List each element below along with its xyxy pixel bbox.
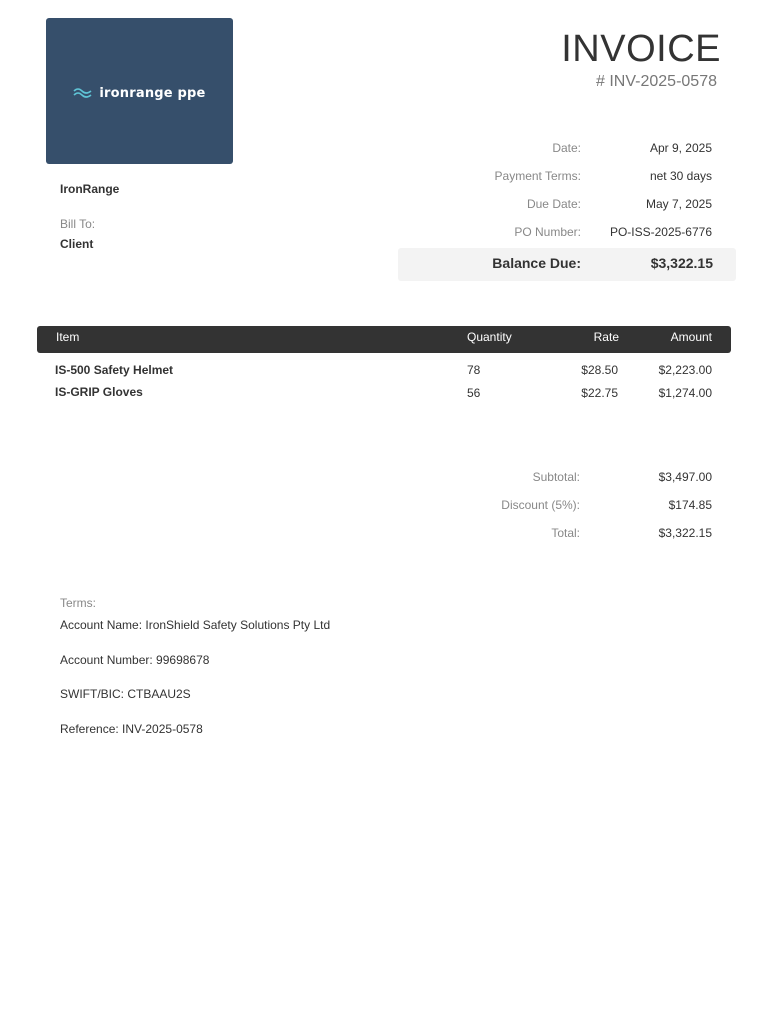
logo-text: ironrange ppe xyxy=(99,85,206,101)
po-number-value: PO-ISS-2025-6776 xyxy=(609,225,712,239)
total-label: Total: xyxy=(551,526,580,540)
row-quantity: 78 xyxy=(467,363,481,377)
balance-due-label: Balance Due: xyxy=(492,255,581,271)
row-rate: $28.50 xyxy=(581,363,618,377)
column-header-item: Item xyxy=(56,330,80,344)
bill-to-name: Client xyxy=(60,237,94,251)
payment-terms-value: net 30 days xyxy=(649,169,712,183)
terms-line: Reference: INV-2025-0578 xyxy=(60,722,203,736)
column-header-quantity: Quantity xyxy=(467,330,512,344)
row-amount: $2,223.00 xyxy=(658,363,712,377)
company-name: IronRange xyxy=(60,182,120,196)
row-rate: $22.75 xyxy=(581,386,618,400)
column-header-amount: Amount xyxy=(670,330,712,344)
total-value: $3,322.15 xyxy=(658,526,712,540)
discount-value: $174.85 xyxy=(668,498,712,512)
terms-label: Terms: xyxy=(60,596,96,610)
discount-label: Discount (5%): xyxy=(501,498,580,512)
date-label: Date: xyxy=(552,141,581,155)
invoice-number: # INV-2025-0578 xyxy=(596,73,717,90)
column-header-rate: Rate xyxy=(593,330,619,344)
page-title: INVOICE xyxy=(561,28,721,70)
row-quantity: 56 xyxy=(467,386,481,400)
date-value: Apr 9, 2025 xyxy=(649,141,712,155)
company-logo xyxy=(46,18,233,164)
terms-line: SWIFT/BIC: CTBAAU2S xyxy=(60,687,191,701)
po-number-label: PO Number: xyxy=(514,225,581,239)
row-item: IS-500 Safety Helmet xyxy=(55,363,174,377)
terms-line: Account Number: 99698678 xyxy=(60,653,210,667)
due-date-value: May 7, 2025 xyxy=(645,197,712,211)
wave-icon xyxy=(73,86,93,100)
balance-due-value: $3,322.15 xyxy=(650,255,713,271)
terms-line: Account Name: IronShield Safety Solutions Pty Ltd xyxy=(60,618,331,632)
due-date-label: Due Date: xyxy=(526,197,581,211)
payment-terms-label: Payment Terms: xyxy=(494,169,581,183)
bill-to-label: Bill To: xyxy=(60,217,96,231)
subtotal-label: Subtotal: xyxy=(532,470,580,484)
row-amount: $1,274.00 xyxy=(658,386,712,400)
subtotal-value: $3,497.00 xyxy=(658,470,712,484)
row-item: IS-GRIP Gloves xyxy=(55,385,143,399)
